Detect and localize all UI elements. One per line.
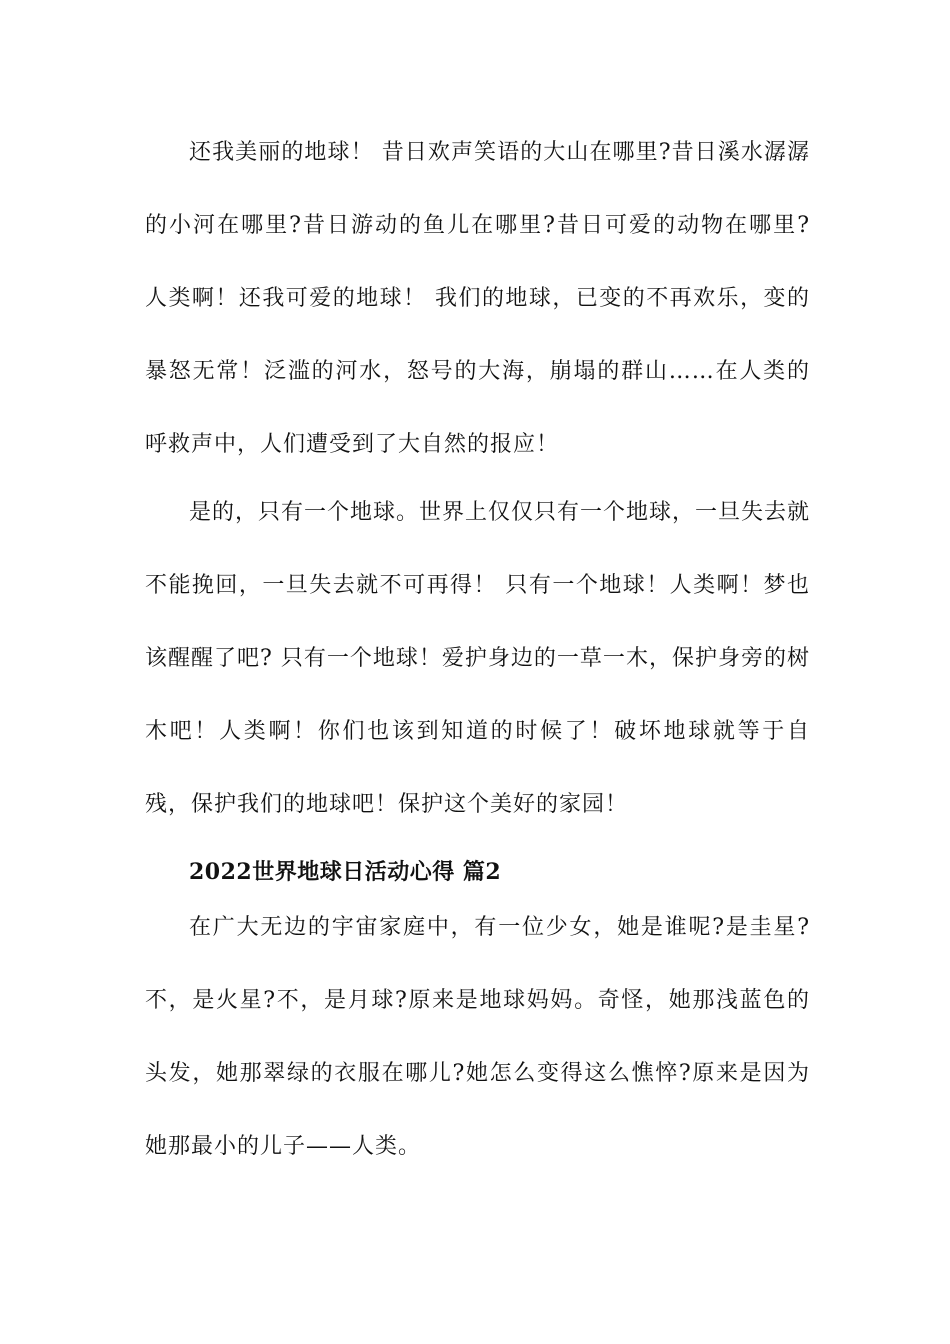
section-heading: 2022世界地球日活动心得 篇2	[189, 859, 502, 885]
body-paragraph-1: 还我美丽的地球！ 昔日欢声笑语的大山在哪里?昔日溪水潺潺的小河在哪里?昔日游动的鱼儿在哪里?昔日可爱的动物在哪里? 人类啊！还我可爱的地球！ 我们的地球，已变的不再欢乐，变的暴怒无常！泛滥的河水，怒号的大海，崩塌的群山……在人类的呼救声中，人们遭受到了大自然的报应！	[145, 140, 810, 457]
body-paragraph-3: 在广大无边的宇宙家庭中，有一位少女，她是谁呢?是圭星?不，是火星?不，是月球?原来是地球妈妈。奇怪，她那浅蓝色的头发，她那翠绿的衣服在哪儿?她怎么变得这么憔悴?原来是因为她那最小的儿子——人类。	[145, 915, 810, 1159]
body-paragraph-2: 是的，只有一个地球。世界上仅仅只有一个地球，一旦失去就不能挽回，一旦失去就不可再得！ 只有一个地球！人类啊！梦也该醒醒了吧? 只有一个地球！爱护身边的一草一木，保护身旁的树木吧！人类啊！你们也该到知道的时候了！破坏地球就等于自残，保护我们的地球吧！保护这个美好的家园！	[145, 500, 811, 817]
